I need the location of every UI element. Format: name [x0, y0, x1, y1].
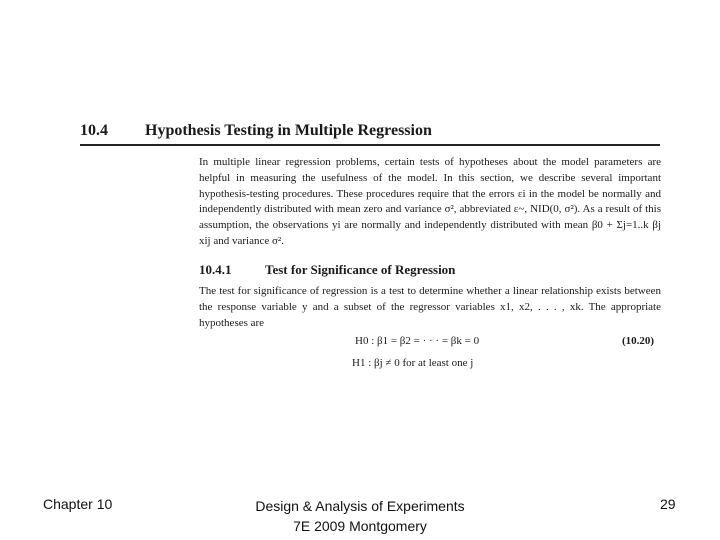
alternative-hypothesis-equation: H1 : βj ≠ 0 for at least one j: [352, 357, 474, 369]
footer-title-line2: 7E 2009 Montgomery: [293, 518, 427, 534]
footer-title: [220, 496, 500, 536]
equation-label: (10.20): [622, 335, 655, 347]
section-heading: [80, 122, 660, 142]
subsection-number: 10.4.1: [199, 262, 232, 277]
section-rule: [80, 144, 660, 146]
section-number: 10.4: [80, 122, 108, 139]
section-title: Hypothesis Testing in Multiple Regression: [145, 122, 432, 139]
page-number: 29: [660, 496, 676, 512]
footer-chapter: Chapter 10: [43, 496, 113, 512]
intro-paragraph: In multiple linear regression problems, certain tests of hypotheses about the model parameters are helpful in measuring the usefulness of the model. In this section, we describe several important hypothesis-testing procedures. These procedures require that the errors εi in the model be normally and independently distributed with mean zero and variance σ², abbreviated ε~, NID(0, σ²). As a result of this assumption, the observations yi are normally and independently distributed with mean β0 + Σj=1..k βj xij and variance σ².: [199, 156, 661, 247]
body-paragraph: The test for significance of regression is a test to determine whether a linear relationship exists between the response variable y and a subset of the regressor variables x1, x2, . . . , xk. The appropriate hypotheses are: [199, 285, 661, 329]
null-hypothesis-equation: H0 : β1 = β2 = · · · = βk = 0: [355, 335, 480, 347]
subsection-heading: [199, 262, 661, 278]
subsection-title: Test for Significance of Regression: [265, 262, 456, 277]
footer-title-line1: Design & Analysis of Experiments: [255, 498, 465, 514]
